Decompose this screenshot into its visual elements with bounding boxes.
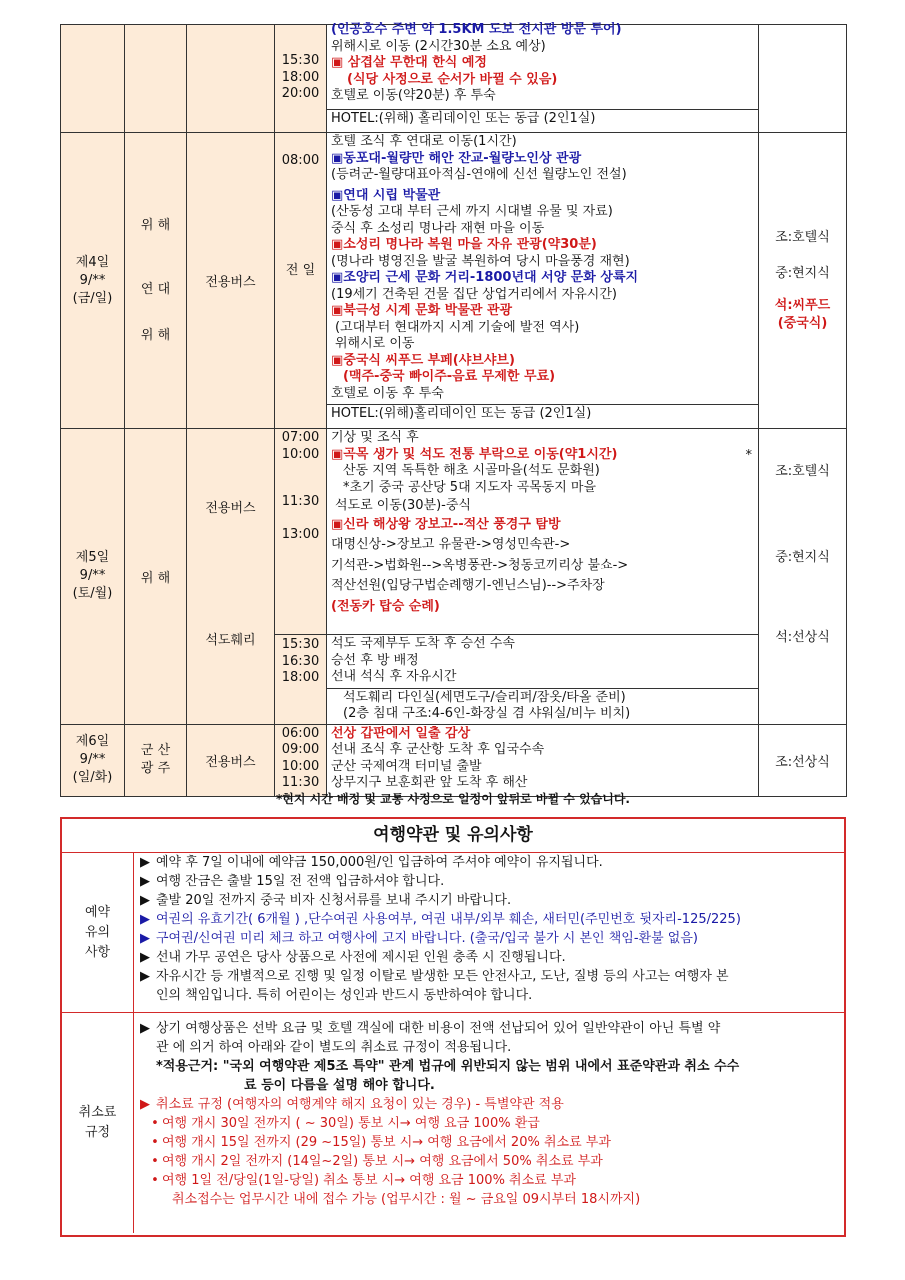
- arrow-icon: ▶: [140, 912, 150, 927]
- meal-breakfast: 조:호텔식: [775, 464, 830, 479]
- activity-line: 승선 후 방 배정: [331, 652, 419, 668]
- day5-region-cell: 위 해: [125, 429, 187, 725]
- day4-row: [61, 133, 847, 429]
- activity-line: 석도로 이동(30분)-중식: [335, 498, 471, 513]
- time-text: 06:00: [281, 725, 320, 741]
- day3-transport-cell: [187, 25, 275, 133]
- day6-time-cell: [275, 724, 327, 796]
- activity-line: 군산 국제여객 터미널 출발: [331, 758, 482, 774]
- day6-transport-cell: 전용버스: [187, 724, 275, 796]
- activity-line: ▣ 삼겹살 무한대 한식 예정: [331, 55, 487, 70]
- meal-dinner-note: (중국식): [777, 315, 828, 331]
- day6-meal-cell: 조:선상식: [759, 724, 847, 796]
- reservation-section: [62, 853, 844, 1013]
- activity-line: ▣동포대-월량만 해안 잔교-월량노인상 관광: [331, 150, 582, 166]
- reservation-list: [134, 853, 844, 1012]
- activity-line: 산동 지역 독특한 해초 시골마을(석도 문화원): [343, 463, 600, 478]
- item-text: 선내 가무 공연은 당사 상품으로 사전에 제시된 인원 충족 시 진행됩니다.: [156, 950, 566, 965]
- meal-lunch: 중:현지식: [775, 265, 830, 281]
- day3-region-cell: [125, 25, 187, 133]
- reservation-item: [140, 872, 838, 891]
- ferry-info-line: (2층 침대 구조:4-6인-화장실 겸 샤워실/비누 비치): [343, 706, 631, 721]
- day5-transport-cell: [187, 429, 275, 725]
- activity-line: *초기 중국 공산당 5대 지도자 곡목동지 마을: [343, 479, 597, 495]
- reservation-item: [140, 910, 838, 929]
- arrow-icon: ▶: [140, 855, 150, 870]
- item-text: 여권의 유효기간( 6개월 ) ,단수여권 사용여부, 여권 내부/외부 훼손, 새터민(주민번호 뒷자리-125/225): [156, 912, 741, 927]
- meal-dinner: 석:선상식: [775, 630, 830, 645]
- activity-line: ▣곡목 생가 및 석도 전통 부락으로 이동(약1시간): [331, 446, 618, 462]
- rule-text: 여행 1일 전/당일(1일-당일) 취소 통보 시→ 여행 요금 100% 취소료 부과: [162, 1173, 576, 1188]
- activity-line: 선상 갑판에서 일출 감상: [331, 725, 471, 741]
- time-text: 08:00: [281, 153, 320, 168]
- day3-row: [61, 25, 847, 133]
- activity-line: 석도 국제부두 도착 후 승선 수속: [331, 636, 515, 651]
- label-line: 취소료: [78, 1105, 117, 1120]
- activity-line: 선내 조식 후 군산항 도착 후 입국수속: [331, 742, 545, 757]
- day-number: 제5일: [75, 550, 110, 566]
- day-weekday: (일/화): [72, 770, 113, 785]
- cancel-office-hours: 취소접수는 업무시간 내에 접수 가능 (업무시간 : 월 ~ 금요일 09시부터 18시까지): [172, 1192, 641, 1207]
- activity-line: 기석관->법화원-->옥병풍관->청동코끼리상 불쇼->: [331, 557, 629, 573]
- day5-day-cell: [61, 429, 125, 725]
- day6-day-cell: [61, 724, 125, 796]
- activity-line: 선내 석식 후 자유시간: [331, 669, 457, 684]
- region-name: 군 산: [140, 743, 171, 758]
- transport-bus: 전용버스: [205, 501, 256, 516]
- activity-line: 기상 및 조식 후: [331, 430, 419, 445]
- region-name: 광 주: [140, 761, 171, 776]
- meal-dinner: 석:씨푸드: [774, 297, 831, 313]
- arrow-icon: ▶: [140, 874, 150, 889]
- cancel-intro: [140, 1019, 838, 1038]
- day6-region-cell: [125, 724, 187, 796]
- item-text: 예약 후 7일 이내에 예약금 150,000원/인 입금하여 주셔야 예약이 유지됩니다.: [156, 855, 603, 870]
- day4-region-cell: [125, 133, 187, 429]
- day6-row: [61, 724, 847, 796]
- ferry-info-line: 석도훼리 다인실(세면도구/슬리퍼/잠옷/타올 준비): [343, 689, 626, 705]
- arrow-icon: ▶: [140, 950, 150, 965]
- time-text: 18:00: [281, 69, 320, 85]
- reservation-label: [62, 853, 134, 1012]
- activity-line: 호텔로 이동 후 투숙: [331, 385, 444, 401]
- day-date: 9/**: [79, 752, 106, 767]
- reservation-item: [140, 891, 838, 910]
- activity-line: 중식 후 소성리 명나라 재현 마을 이동: [331, 220, 545, 236]
- time-text: 10:00: [281, 446, 320, 462]
- rule-header-text: 취소료 규정 (여행자의 여행계약 해지 요청이 있는 경우) - 특별약관 적용: [156, 1097, 564, 1112]
- terms-box: [60, 817, 846, 1237]
- label-line: 규정: [84, 1125, 111, 1140]
- day4-activities: [327, 133, 759, 429]
- day-weekday: (금/일): [72, 290, 113, 306]
- transport-ferry: 석도훼리: [205, 633, 256, 648]
- reservation-item: [140, 853, 838, 872]
- day3-meal-cell: [759, 25, 847, 133]
- cancel-rule: [140, 1114, 838, 1133]
- activity-line: (산동성 고대 부터 근세 까지 시대별 유물 및 자료): [331, 204, 613, 219]
- activity-line: 위해시로 이동 (2시간30분 소요 예상): [331, 38, 546, 54]
- day4-time-cell: [275, 133, 327, 429]
- cancel-intro-cont: 관 에 의거 하여 아래와 같이 별도의 취소료 규정이 적용됩니다.: [156, 1040, 512, 1055]
- day-date: 9/**: [79, 272, 106, 288]
- activity-line: ▣소성리 명나라 복원 마을 자유 관광(약30분): [331, 237, 597, 252]
- activity-line: 적산선원(입당구법순례행기-엔닌스님)-->주차장: [331, 578, 605, 593]
- day5-time-cell-bottom: [275, 635, 327, 725]
- arrow-icon: ▶: [140, 969, 150, 984]
- time-text: 13:00: [281, 527, 320, 542]
- day3-day-cell: [61, 25, 125, 133]
- day5-activities-top: [327, 429, 759, 635]
- cancel-rule: [140, 1152, 838, 1171]
- itinerary-table: [60, 24, 847, 797]
- cancellation-label: [62, 1013, 134, 1233]
- activity-line: ▣중국식 씨푸드 부페(샤브샤브): [331, 352, 515, 368]
- activity-line: (명나라 병영진을 발굴 복원하여 당시 마을풍경 재현): [331, 253, 630, 269]
- reservation-item: [140, 967, 838, 986]
- day5-meal-cell: [759, 429, 847, 725]
- time-label: 전 일: [285, 263, 316, 278]
- day6-activities: [327, 724, 759, 796]
- item-text: 자유시간 등 개별적으로 진행 및 일정 이탈로 발생한 모든 안전사고, 도난, 질병 등의 사고는 여행자 본: [156, 969, 729, 984]
- time-text: 07:00: [281, 430, 320, 445]
- meal-breakfast: 조:호텔식: [775, 229, 830, 245]
- reservation-item: [140, 948, 838, 967]
- terms-title: 여행약관 및 유의사항: [62, 819, 844, 853]
- item-text: 구여권/신여권 미리 체크 하고 여행사에 고지 바랍니다. (출국/입국 불가 시 본인 책임-환불 없음): [156, 931, 698, 946]
- day-number: 제6일: [75, 734, 110, 749]
- arrow-icon: ▶: [140, 893, 150, 908]
- hotel-info: HOTEL:(위해) 홀리데이인 또는 동급 (2인1실): [327, 109, 758, 128]
- meal-lunch: 중:현지식: [775, 550, 830, 565]
- cancel-rule: [140, 1171, 838, 1190]
- bullet-dot-icon: •: [151, 1173, 159, 1188]
- region-name: 위 해: [140, 327, 171, 343]
- time-text: 16:30: [281, 653, 320, 669]
- reservation-item: [140, 929, 838, 948]
- cancellation-body: [134, 1013, 844, 1233]
- item-text: 여행 잔금은 출발 15일 전 전액 입금하셔야 합니다.: [156, 874, 445, 889]
- schedule-footnote: *현지 시간 배정 및 교통 사정으로 일정이 앞뒤로 바뀔 수 있습니다.: [275, 792, 630, 806]
- arrow-icon: ▶: [140, 931, 150, 946]
- arrow-icon: ▶: [140, 1097, 150, 1112]
- time-text: 11:30: [281, 494, 320, 509]
- cancel-rule-header: [140, 1095, 838, 1114]
- activity-line: (등려군-월량대표아적심-연애에 신선 월량노인 전설): [331, 167, 627, 182]
- time-text: [275, 463, 326, 480]
- activity-line: (맥주-중국 빠이주-음료 무제한 무료): [343, 369, 556, 384]
- time-text: 20:00: [281, 86, 320, 101]
- reservation-item-cont: 인의 책임입니다. 특히 어린이는 성인과 반드시 동반하여야 합니다.: [156, 988, 533, 1003]
- rule-text: 여행 개시 2일 전까지 (14일~2일) 통보 시→ 여행 요금에서 50% 취소료 부과: [162, 1154, 603, 1169]
- day4-transport-cell: 전용버스: [187, 133, 275, 429]
- region-name: 연 대: [140, 281, 171, 297]
- activity-line: 호텔로 이동(약20분) 후 투숙: [331, 88, 496, 103]
- bullet-dot-icon: •: [151, 1116, 159, 1131]
- activity-line: (식당 사정으로 순서가 바뀔 수 있음): [347, 71, 558, 87]
- bullet-dot-icon: •: [151, 1135, 159, 1150]
- activity-line: (19세기 건축된 건물 집단 상업거리에서 자유시간): [331, 286, 617, 302]
- arrow-icon: ▶: [140, 1021, 150, 1036]
- hotel-info: HOTEL:(위해)홀리데이인 또는 동급 (2인1실): [327, 404, 758, 423]
- rule-text: 여행 개시 15일 전까지 (29 ~15일) 통보 시→ 여행 요금에서 20% 취소료 부과: [162, 1135, 611, 1150]
- activity-line: ▣북극성 시계 문화 박물관 관광: [331, 303, 513, 318]
- activity-line: (전동카 탑승 순례): [331, 598, 440, 614]
- activity-line: (고대부터 현대까지 시계 기술에 발전 역사): [335, 319, 580, 335]
- time-text: 15:30: [281, 637, 320, 652]
- time-text: 11:30: [281, 775, 320, 790]
- day5-activities-bottom: [327, 635, 759, 725]
- day4-meal-cell: [759, 133, 847, 429]
- cancel-basis-cont: 료 등이 다름을 설명 해야 합니다.: [244, 1078, 435, 1093]
- activity-line: 대명신상->장보고 유물관->영성민속관->: [331, 537, 571, 552]
- time-text: 10:00: [281, 758, 320, 774]
- activity-line: 상무지구 보훈회관 앞 도착 후 해산: [331, 775, 528, 790]
- time-text: 15:30: [281, 53, 320, 68]
- region-name: 위 해: [140, 217, 171, 233]
- cancel-rule: [140, 1133, 838, 1152]
- cancel-basis: *적용근거: "국외 여행약관 제5조 특약" 관계 법규에 위반되지 않는 범위 내에서 표준약관과 취소 수수: [156, 1059, 740, 1074]
- activity-line: 호텔 조식 후 연대로 이동(1시간): [331, 134, 517, 149]
- activity-line: ▣연대 시립 박물관: [331, 187, 441, 203]
- day3-activities: [327, 22, 759, 133]
- activity-line: 위해시로 이동: [335, 336, 415, 351]
- time-text: [275, 511, 326, 528]
- activity-line: ▣신라 해상왕 장보고--적산 풍경구 탐방: [331, 516, 561, 532]
- time-text: 18:00: [281, 670, 320, 685]
- cancellation-section: [62, 1013, 844, 1233]
- item-text: 출발 20일 전까지 중국 비자 신청서류를 보내 주시기 바랍니다.: [156, 893, 512, 908]
- star-mark: *: [745, 448, 752, 463]
- day-weekday: (토/월): [72, 586, 113, 602]
- day-number: 제4일: [75, 254, 110, 270]
- activity-line: (인공호수 주변 약 1.5KM 도보 전시관 방문 투어): [331, 22, 622, 37]
- time-text: 09:00: [281, 742, 320, 757]
- day5-row-top: [61, 429, 847, 635]
- rule-text: 여행 개시 30일 전까지 ( ~ 30일) 통보 시→ 여행 요금 100% 환급: [162, 1116, 540, 1131]
- ferry-info: [327, 688, 758, 723]
- label-line: 예약: [84, 904, 111, 920]
- label-line: 유의: [84, 924, 111, 940]
- activity-line: ▣조양리 근세 문화 거리-1800년대 서양 문화 상륙지: [331, 270, 639, 285]
- cancel-intro-text: 상기 여행상품은 선박 요금 및 호텔 객실에 대한 비용이 전액 선납되어 있어 일반약관이 아닌 특별 약: [156, 1021, 721, 1036]
- day5-time-cell-top: [275, 429, 327, 635]
- day4-day-cell: [61, 133, 125, 429]
- day-date: 9/**: [79, 568, 106, 584]
- label-line: 사항: [84, 944, 111, 960]
- bullet-dot-icon: •: [151, 1154, 159, 1169]
- day3-time-cell: [275, 25, 327, 133]
